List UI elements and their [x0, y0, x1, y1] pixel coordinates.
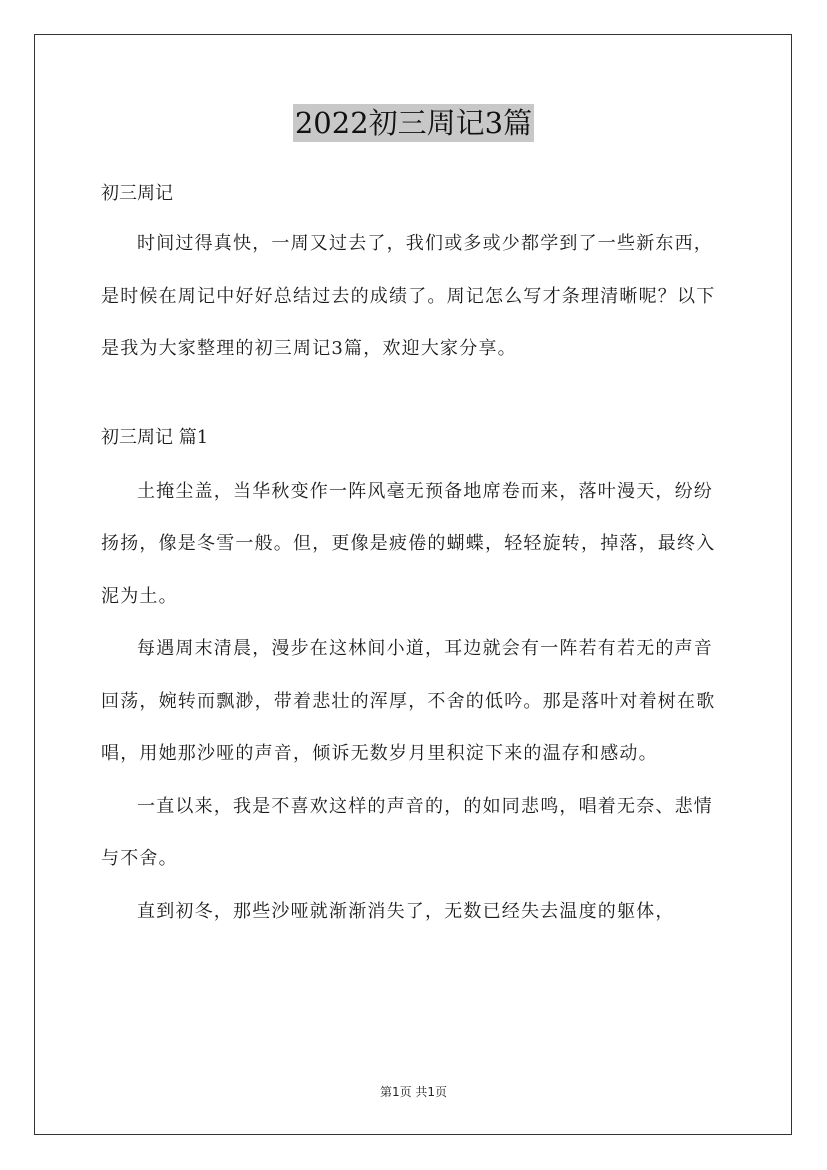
- document-body: [101, 172, 731, 938]
- body-paragraph: 一直以来，我是不喜欢这样的声音的，的如同悲鸣，唱着无奈、悲情与不舍。: [101, 795, 713, 869]
- intro-heading: 初三周记: [101, 183, 173, 204]
- section-heading: 初三周记 篇1: [101, 426, 209, 448]
- document-title: 2022初三周记3篇: [294, 106, 533, 140]
- body-paragraph: 土掩尘盖，当华秋变作一阵风毫无预备地席卷而来，落叶漫天，纷纷扬扬，像是冬雪一般。但，更像是疲倦的蝴蝶，轻轻旋转，掉落，最终入泥为土。: [101, 480, 716, 607]
- title-container: [0, 104, 827, 142]
- body-paragraph: 每遇周末清晨，漫步在这林间小道，耳边就会有一阵若有若无的声音回荡，婉转而飘渺，带着悲壮的浑厚，不舍的低吟。那是落叶对着树在歌唱，用她那沙哑的声音，倾诉无数岁月里积淀下来的温存和感动。: [101, 638, 716, 764]
- intro-paragraph: 时间过得真快，一周又过去了，我们或多或少都学到了一些新东西，是时候在周记中好好总结过去的成绩了。周记怎么写才条理清晰呢？以下是我为大家整理的初三周记3篇，欢迎大家分享。: [101, 233, 716, 359]
- body-paragraph: 直到初冬，那些沙哑就渐渐消失了，无数已经失去温度的躯体，: [137, 900, 675, 922]
- page-footer: 第1页 共1页: [379, 1085, 448, 1099]
